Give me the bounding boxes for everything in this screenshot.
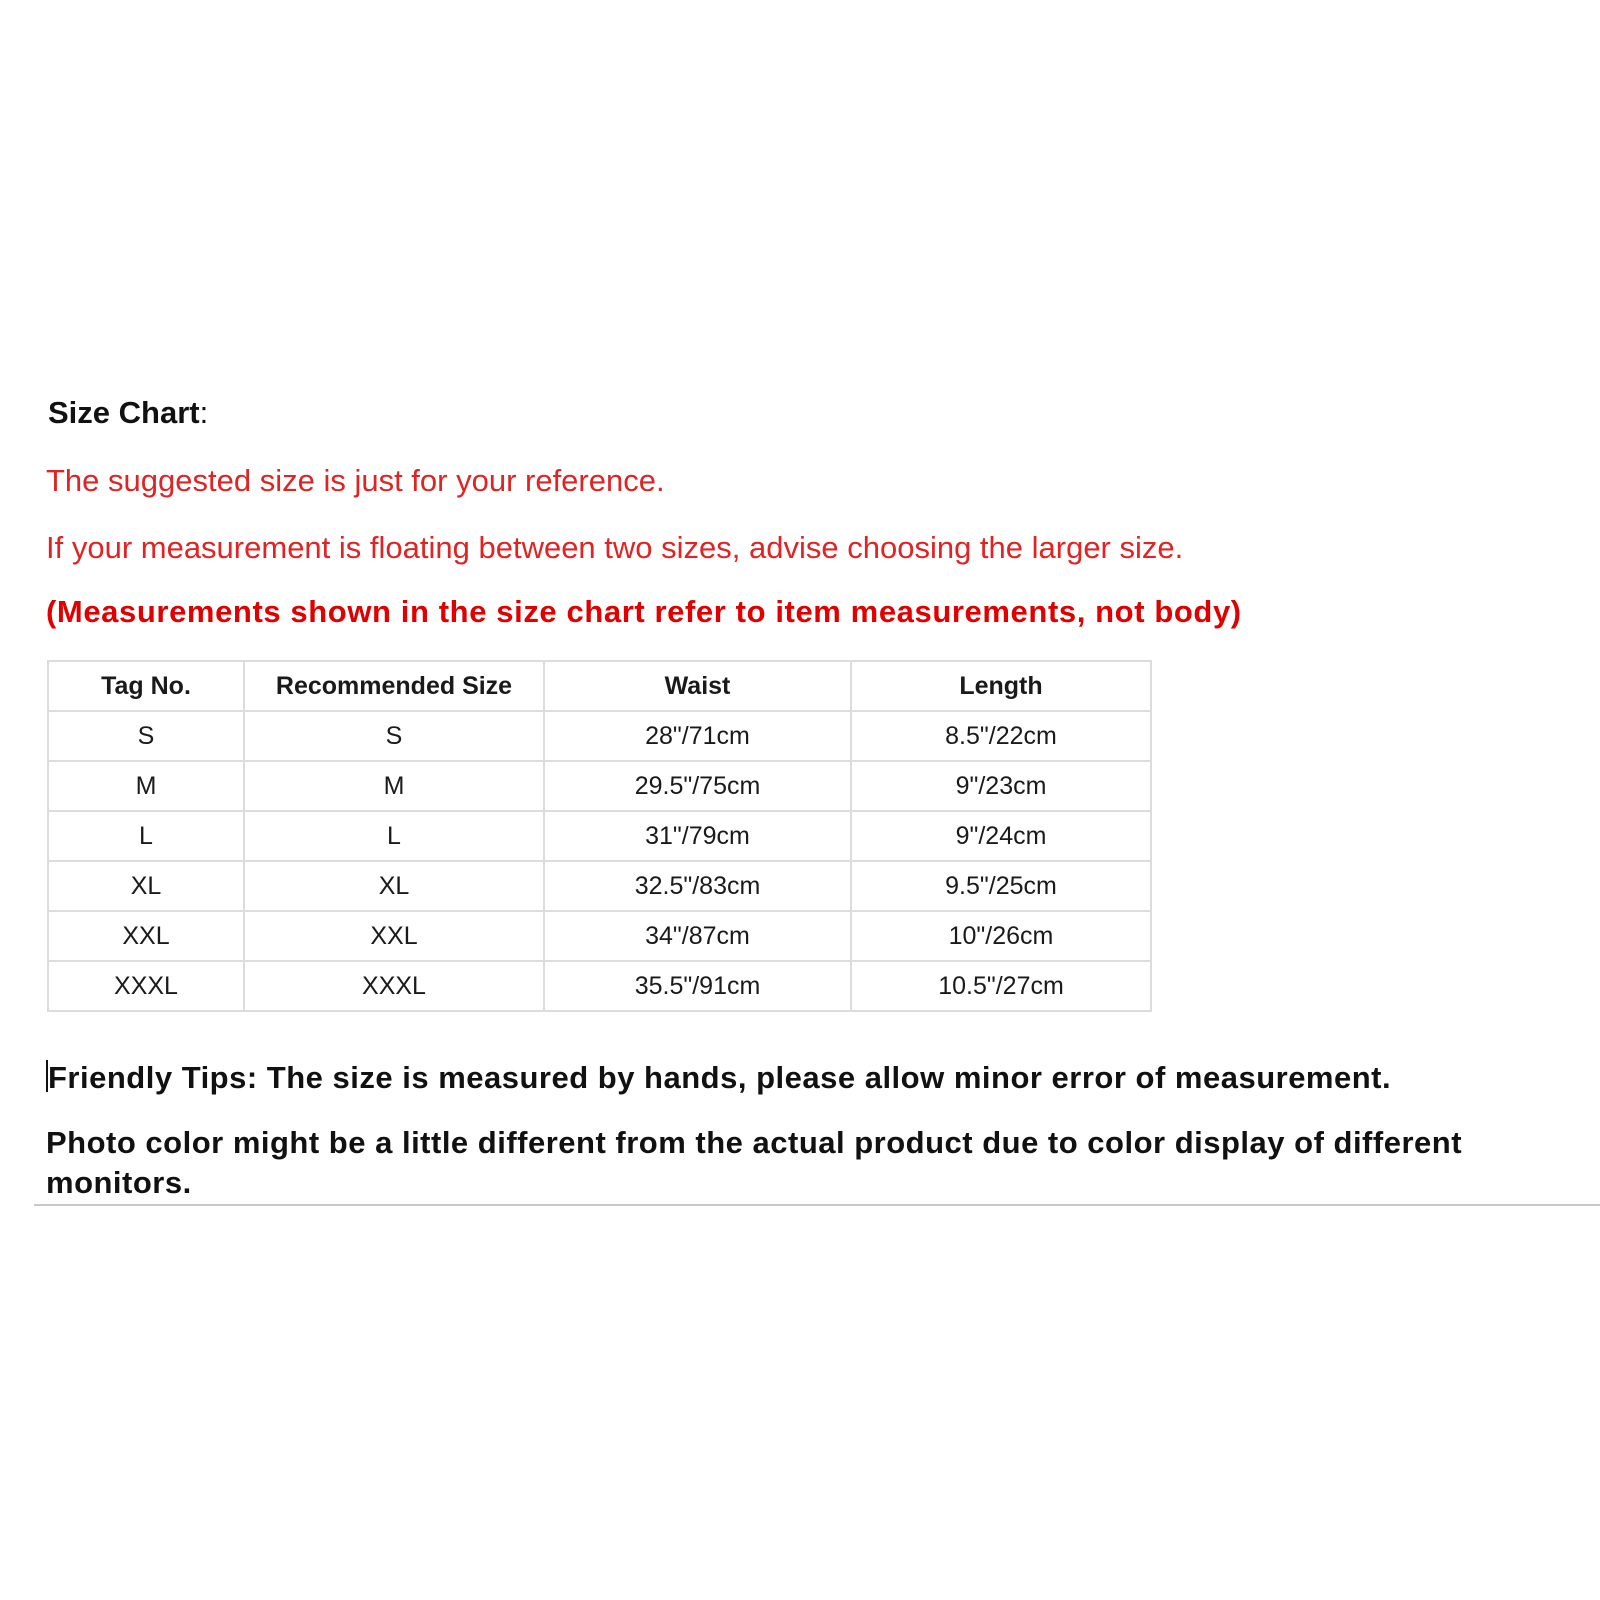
cell-recommended-size: XL <box>244 861 544 911</box>
table-row <box>48 861 1151 911</box>
cell-length: 9.5"/25cm <box>851 861 1151 911</box>
table-row <box>48 811 1151 861</box>
size-chart-title <box>48 395 208 431</box>
cell-waist: 29.5"/75cm <box>544 761 851 811</box>
header-recommended-size: Recommended Size <box>244 661 544 711</box>
cell-tag-no: XXXL <box>48 961 244 1011</box>
bottom-divider <box>34 1204 1600 1206</box>
cell-tag-no: L <box>48 811 244 861</box>
cell-length: 9"/23cm <box>851 761 1151 811</box>
table-header-row <box>48 661 1151 711</box>
friendly-tips <box>46 1058 1546 1098</box>
cell-length: 8.5"/22cm <box>851 711 1151 761</box>
cell-waist: 35.5"/91cm <box>544 961 851 1011</box>
header-tag-no: Tag No. <box>48 661 244 711</box>
cell-recommended-size: XXL <box>244 911 544 961</box>
cell-tag-no: XL <box>48 861 244 911</box>
floating-size-note: If your measurement is floating between two sizes, advise choosing the larger size. <box>46 530 1184 565</box>
cell-recommended-size: S <box>244 711 544 761</box>
reference-note: The suggested size is just for your reference. <box>46 463 665 498</box>
table-row <box>48 911 1151 961</box>
cell-tag-no: M <box>48 761 244 811</box>
size-chart-title-text: Size Chart <box>48 395 200 430</box>
cell-length: 10"/26cm <box>851 911 1151 961</box>
cell-recommended-size: XXXL <box>244 961 544 1011</box>
table-row <box>48 761 1151 811</box>
header-waist: Waist <box>544 661 851 711</box>
cell-waist: 28"/71cm <box>544 711 851 761</box>
cell-length: 10.5"/27cm <box>851 961 1151 1011</box>
cell-waist: 32.5"/83cm <box>544 861 851 911</box>
cell-length: 9"/24cm <box>851 811 1151 861</box>
size-chart-title-colon: : <box>199 395 209 430</box>
table-row <box>48 961 1151 1011</box>
cell-waist: 34"/87cm <box>544 911 851 961</box>
cell-tag-no: S <box>48 711 244 761</box>
item-measurements-note: (Measurements shown in the size chart refer to item measurements, not body) <box>46 594 1242 629</box>
size-table <box>47 660 1152 1012</box>
table-row <box>48 711 1151 761</box>
cell-recommended-size: M <box>244 761 544 811</box>
photo-color-tip: Photo color might be a little different from the actual product due to color display of different monitors. <box>46 1125 1463 1200</box>
friendly-tips-text: Friendly Tips: The size is measured by hands, please allow minor error of measurement. <box>48 1060 1392 1095</box>
cell-waist: 31"/79cm <box>544 811 851 861</box>
header-length: Length <box>851 661 1151 711</box>
cell-tag-no: XXL <box>48 911 244 961</box>
cell-recommended-size: L <box>244 811 544 861</box>
